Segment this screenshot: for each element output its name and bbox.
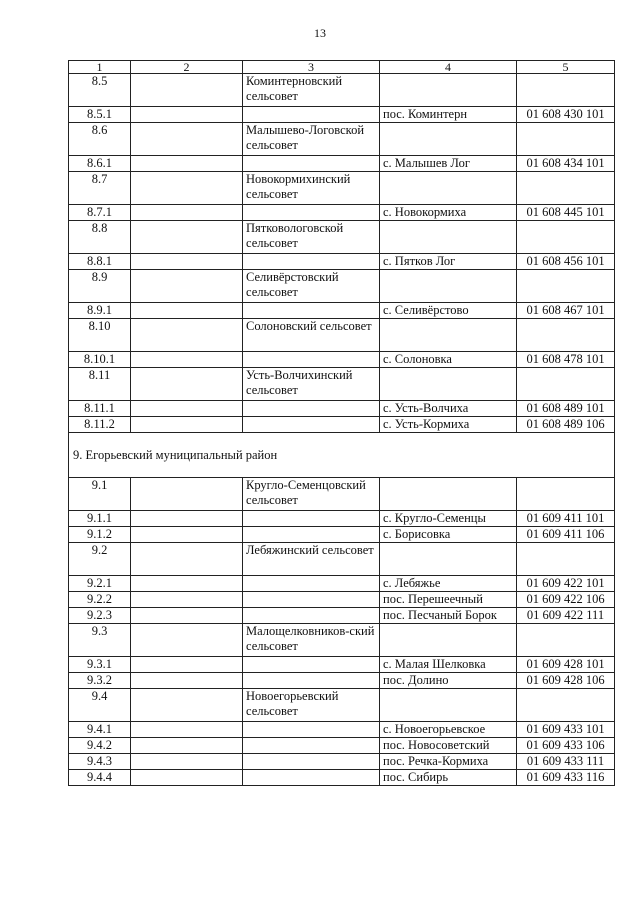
settlement-row xyxy=(69,527,615,543)
cell-column-2 xyxy=(131,624,243,657)
cell-code: 01 609 433 116 xyxy=(517,770,615,786)
cell-code xyxy=(517,123,615,156)
cell-column-2 xyxy=(131,478,243,511)
cell-code xyxy=(517,368,615,401)
settlement-row xyxy=(69,722,615,738)
cell-council-name xyxy=(243,352,380,368)
cell-number: 8.8.1 xyxy=(69,254,131,270)
cell-council-name: Коминтерновский сельсовет xyxy=(243,74,380,107)
cell-code: 01 609 428 101 xyxy=(517,657,615,673)
settlement-row xyxy=(69,770,615,786)
cell-council-name xyxy=(243,303,380,319)
cell-code: 01 608 434 101 xyxy=(517,156,615,172)
cell-column-2 xyxy=(131,527,243,543)
cell-number: 9.3.2 xyxy=(69,673,131,689)
cell-number: 9.4.4 xyxy=(69,770,131,786)
cell-council-name: Пятковологовской сельсовет xyxy=(243,221,380,254)
cell-column-2 xyxy=(131,221,243,254)
settlement-row xyxy=(69,673,615,689)
council-row xyxy=(69,478,615,511)
cell-settlement: с. Лебяжье xyxy=(380,576,517,592)
council-row xyxy=(69,368,615,401)
cell-code xyxy=(517,478,615,511)
table-body xyxy=(69,74,615,786)
cell-council-name xyxy=(243,608,380,624)
cell-column-2 xyxy=(131,319,243,352)
cell-code: 01 608 489 106 xyxy=(517,417,615,433)
cell-settlement: с. Малая Шелковка xyxy=(380,657,517,673)
council-row xyxy=(69,543,615,576)
table-header-row xyxy=(69,61,615,74)
cell-council-name xyxy=(243,754,380,770)
cell-council-name xyxy=(243,657,380,673)
cell-column-2 xyxy=(131,352,243,368)
settlement-row xyxy=(69,608,615,624)
section-title: 9. Егорьевский муниципальный район xyxy=(69,433,615,478)
cell-council-name: Кругло-Семенцовский сельсовет xyxy=(243,478,380,511)
cell-code xyxy=(517,689,615,722)
cell-number: 8.9 xyxy=(69,270,131,303)
cell-council-name: Селивёрстовский сельсовет xyxy=(243,270,380,303)
cell-council-name xyxy=(243,576,380,592)
cell-column-2 xyxy=(131,543,243,576)
council-row xyxy=(69,123,615,156)
cell-code: 01 609 411 106 xyxy=(517,527,615,543)
cell-settlement: пос. Перешеечный xyxy=(380,592,517,608)
cell-number: 9.1.2 xyxy=(69,527,131,543)
column-header-5: 5 xyxy=(517,61,615,74)
cell-column-2 xyxy=(131,722,243,738)
cell-council-name xyxy=(243,401,380,417)
settlement-row xyxy=(69,511,615,527)
settlement-row xyxy=(69,417,615,433)
cell-settlement: пос. Песчаный Борок xyxy=(380,608,517,624)
cell-column-2 xyxy=(131,270,243,303)
council-row xyxy=(69,221,615,254)
cell-number: 8.6.1 xyxy=(69,156,131,172)
cell-settlement: с. Малышев Лог xyxy=(380,156,517,172)
cell-code: 01 608 489 101 xyxy=(517,401,615,417)
cell-number: 9.1.1 xyxy=(69,511,131,527)
cell-column-2 xyxy=(131,254,243,270)
cell-column-2 xyxy=(131,368,243,401)
cell-number: 9.3.1 xyxy=(69,657,131,673)
settlement-row xyxy=(69,352,615,368)
cell-settlement: с. Солоновка xyxy=(380,352,517,368)
cell-number: 9.1 xyxy=(69,478,131,511)
cell-column-2 xyxy=(131,608,243,624)
cell-settlement: с. Кругло-Семенцы xyxy=(380,511,517,527)
cell-code xyxy=(517,624,615,657)
council-row xyxy=(69,172,615,205)
settlement-row xyxy=(69,205,615,221)
column-header-1: 1 xyxy=(69,61,131,74)
cell-code: 01 609 422 106 xyxy=(517,592,615,608)
cell-code xyxy=(517,543,615,576)
cell-council-name xyxy=(243,738,380,754)
cell-code: 01 609 433 101 xyxy=(517,722,615,738)
municipal-registry-table xyxy=(68,60,615,786)
cell-number: 9.4.1 xyxy=(69,722,131,738)
cell-code xyxy=(517,74,615,107)
cell-column-2 xyxy=(131,303,243,319)
cell-column-2 xyxy=(131,417,243,433)
settlement-row xyxy=(69,254,615,270)
cell-number: 9.4 xyxy=(69,689,131,722)
cell-number: 8.10 xyxy=(69,319,131,352)
cell-number: 8.11 xyxy=(69,368,131,401)
cell-settlement: с. Новокормиха xyxy=(380,205,517,221)
cell-code xyxy=(517,172,615,205)
cell-settlement: пос. Коминтерн xyxy=(380,107,517,123)
cell-settlement xyxy=(380,172,517,205)
cell-number: 8.10.1 xyxy=(69,352,131,368)
council-row xyxy=(69,689,615,722)
settlement-row xyxy=(69,754,615,770)
cell-code: 01 609 411 101 xyxy=(517,511,615,527)
settlement-row xyxy=(69,401,615,417)
cell-column-2 xyxy=(131,770,243,786)
cell-settlement xyxy=(380,624,517,657)
cell-number: 8.7.1 xyxy=(69,205,131,221)
cell-settlement xyxy=(380,478,517,511)
cell-council-name xyxy=(243,527,380,543)
cell-code xyxy=(517,221,615,254)
cell-settlement: пос. Долино xyxy=(380,673,517,689)
cell-code: 01 609 422 111 xyxy=(517,608,615,624)
cell-code: 01 608 467 101 xyxy=(517,303,615,319)
cell-settlement: пос. Сибирь xyxy=(380,770,517,786)
cell-settlement xyxy=(380,270,517,303)
cell-code: 01 609 433 111 xyxy=(517,754,615,770)
cell-code: 01 609 428 106 xyxy=(517,673,615,689)
cell-council-name: Новоегорьевский сельсовет xyxy=(243,689,380,722)
cell-code: 01 609 433 106 xyxy=(517,738,615,754)
cell-number: 9.2.3 xyxy=(69,608,131,624)
cell-number: 8.11.1 xyxy=(69,401,131,417)
cell-council-name: Малощелковников-ский сельсовет xyxy=(243,624,380,657)
cell-number: 8.11.2 xyxy=(69,417,131,433)
cell-council-name xyxy=(243,156,380,172)
settlement-row xyxy=(69,303,615,319)
cell-number: 8.9.1 xyxy=(69,303,131,319)
cell-settlement: с. Усть-Волчиха xyxy=(380,401,517,417)
cell-column-2 xyxy=(131,74,243,107)
cell-column-2 xyxy=(131,401,243,417)
cell-number: 8.8 xyxy=(69,221,131,254)
cell-settlement: с. Селивёрстово xyxy=(380,303,517,319)
cell-council-name xyxy=(243,254,380,270)
cell-settlement xyxy=(380,368,517,401)
cell-number: 8.5 xyxy=(69,74,131,107)
cell-council-name xyxy=(243,107,380,123)
settlement-row xyxy=(69,576,615,592)
cell-column-2 xyxy=(131,107,243,123)
cell-council-name xyxy=(243,770,380,786)
cell-settlement xyxy=(380,319,517,352)
cell-settlement xyxy=(380,689,517,722)
cell-number: 9.4.2 xyxy=(69,738,131,754)
cell-number: 9.3 xyxy=(69,624,131,657)
settlement-row xyxy=(69,657,615,673)
settlement-row xyxy=(69,592,615,608)
cell-number: 8.7 xyxy=(69,172,131,205)
cell-code: 01 608 430 101 xyxy=(517,107,615,123)
cell-council-name xyxy=(243,722,380,738)
cell-column-2 xyxy=(131,156,243,172)
cell-number: 9.2.2 xyxy=(69,592,131,608)
column-header-2: 2 xyxy=(131,61,243,74)
cell-settlement: с. Новоегорьевское xyxy=(380,722,517,738)
settlement-row xyxy=(69,156,615,172)
council-row xyxy=(69,270,615,303)
cell-council-name xyxy=(243,673,380,689)
column-header-3: 3 xyxy=(243,61,380,74)
cell-column-2 xyxy=(131,657,243,673)
cell-council-name: Малышево-Логовской сельсовет xyxy=(243,123,380,156)
cell-settlement: пос. Новосоветский xyxy=(380,738,517,754)
cell-number: 9.2.1 xyxy=(69,576,131,592)
cell-column-2 xyxy=(131,205,243,221)
settlement-row xyxy=(69,738,615,754)
cell-settlement: с. Пятков Лог xyxy=(380,254,517,270)
cell-column-2 xyxy=(131,511,243,527)
cell-council-name xyxy=(243,205,380,221)
cell-code: 01 608 445 101 xyxy=(517,205,615,221)
council-row xyxy=(69,74,615,107)
cell-council-name: Лебяжинский сельсовет xyxy=(243,543,380,576)
cell-code xyxy=(517,270,615,303)
cell-column-2 xyxy=(131,172,243,205)
council-row xyxy=(69,624,615,657)
settlement-row xyxy=(69,107,615,123)
cell-council-name: Солоновский сельсовет xyxy=(243,319,380,352)
cell-column-2 xyxy=(131,738,243,754)
cell-number: 8.6 xyxy=(69,123,131,156)
cell-code: 01 608 456 101 xyxy=(517,254,615,270)
cell-settlement: пос. Речка-Кормиха xyxy=(380,754,517,770)
cell-council-name xyxy=(243,417,380,433)
cell-code: 01 609 422 101 xyxy=(517,576,615,592)
cell-settlement xyxy=(380,543,517,576)
cell-code: 01 608 478 101 xyxy=(517,352,615,368)
cell-settlement xyxy=(380,221,517,254)
cell-council-name: Усть-Волчихинский сельсовет xyxy=(243,368,380,401)
cell-column-2 xyxy=(131,689,243,722)
council-row xyxy=(69,319,615,352)
cell-column-2 xyxy=(131,592,243,608)
cell-column-2 xyxy=(131,576,243,592)
cell-settlement xyxy=(380,74,517,107)
cell-settlement: с. Усть-Кормиха xyxy=(380,417,517,433)
cell-settlement: с. Борисовка xyxy=(380,527,517,543)
cell-council-name: Новокормихинский сельсовет xyxy=(243,172,380,205)
cell-settlement xyxy=(380,123,517,156)
cell-column-2 xyxy=(131,754,243,770)
cell-council-name xyxy=(243,592,380,608)
cell-column-2 xyxy=(131,673,243,689)
cell-number: 9.4.3 xyxy=(69,754,131,770)
section-row xyxy=(69,433,615,478)
page-number: 13 xyxy=(314,26,326,40)
cell-council-name xyxy=(243,511,380,527)
cell-number: 8.5.1 xyxy=(69,107,131,123)
column-header-4: 4 xyxy=(380,61,517,74)
cell-code xyxy=(517,319,615,352)
cell-number: 9.2 xyxy=(69,543,131,576)
cell-column-2 xyxy=(131,123,243,156)
